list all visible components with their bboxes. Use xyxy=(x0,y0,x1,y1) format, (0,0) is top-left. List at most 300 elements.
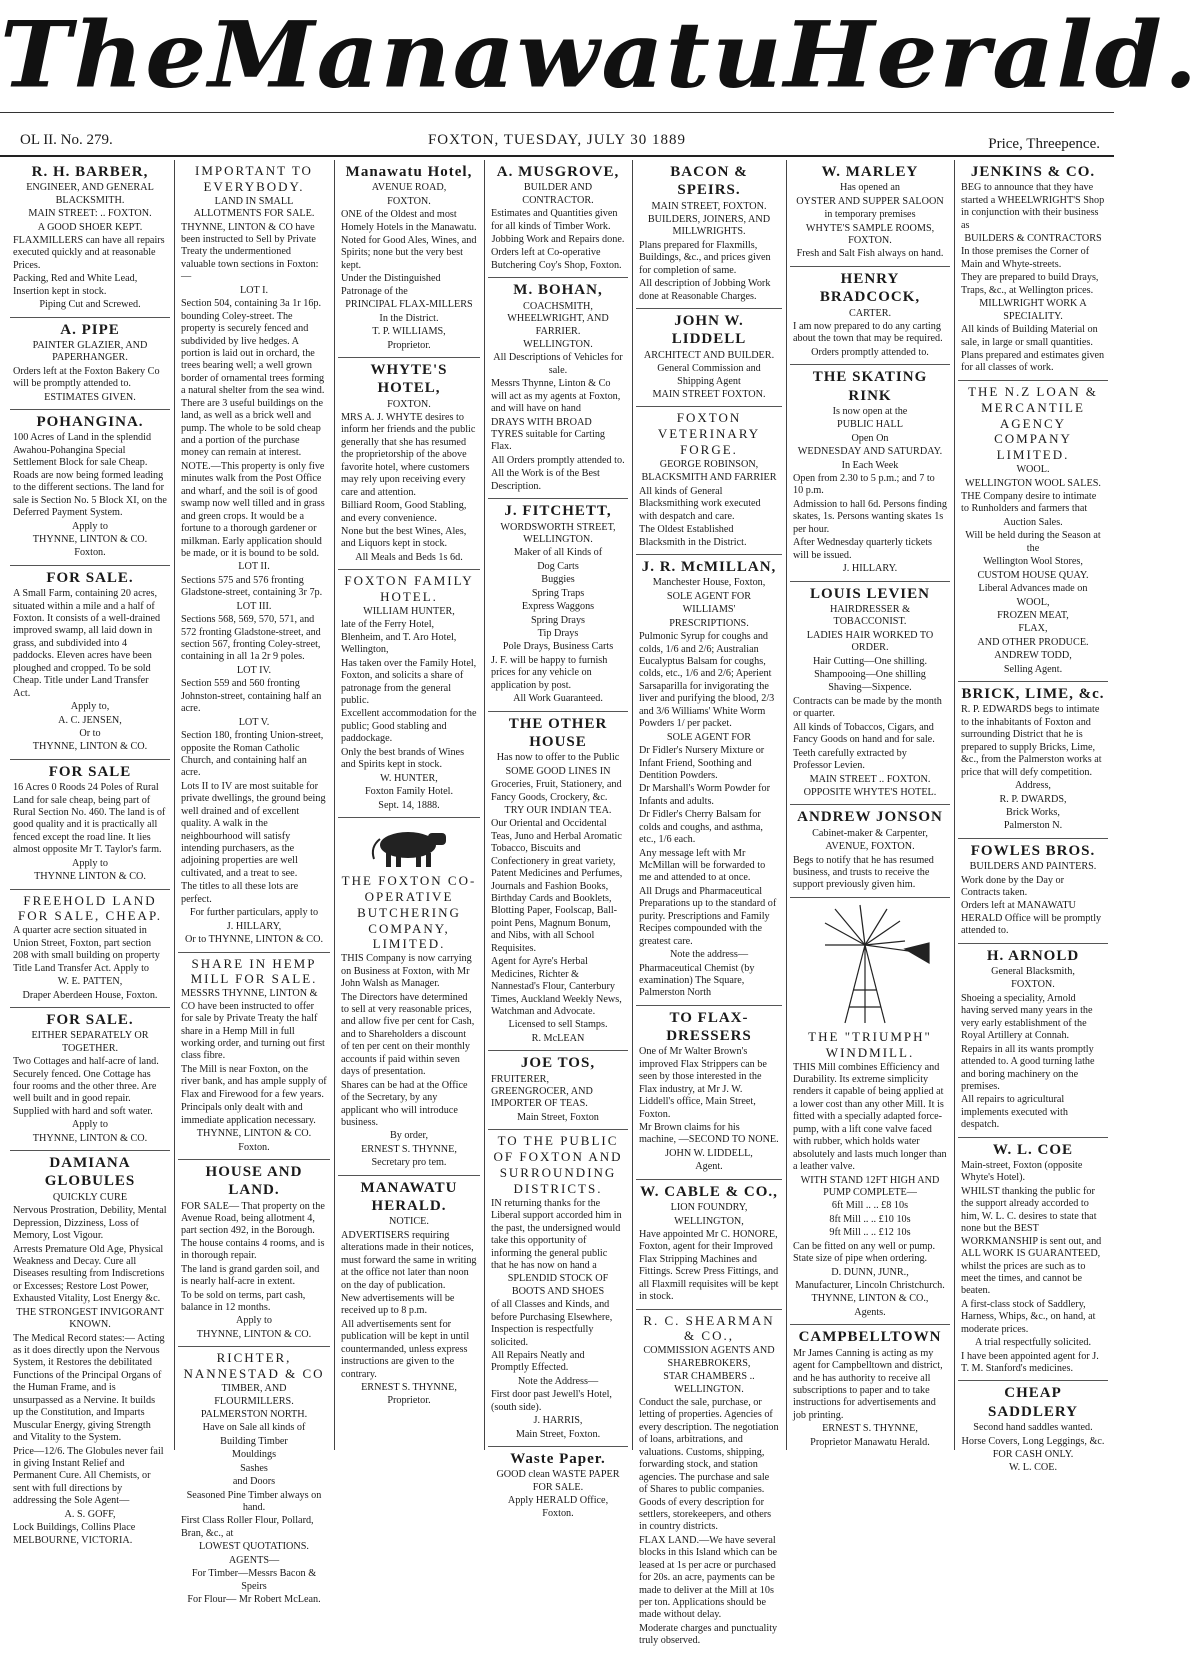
advertisement-line: Contracts can be made by the month or quarter. xyxy=(793,695,942,720)
advertisement-line: WELLINGTON. xyxy=(523,338,593,350)
advertisement-heading: IMPORTANT TO EVERYBODY. xyxy=(195,163,313,194)
advertisement-line: OYSTER AND SUPPER SALOON xyxy=(796,195,944,207)
advertisement-heading: BACON & SPEIRS. xyxy=(670,164,748,199)
advertisement-line: Manufacturer, Lincoln Christchurch. xyxy=(795,1280,945,1292)
advertisement-heading: JOE TOS, xyxy=(520,1055,596,1072)
advertisement-line: To be sold on terms, part cash, balance in 12 months. xyxy=(181,1289,306,1314)
column-4 xyxy=(488,160,628,1519)
advertisement-line: NOTE.—This property is only five minutes walk from the Post Office and wharf, and the soil is of good swamp now well tilled and in grass and green crops. It would be a fortune to a thorough gardener or milkman. Early application should be made, or it is bound to be sold. xyxy=(181,460,325,559)
advertisement-line: Agents. xyxy=(854,1306,886,1318)
advertisement xyxy=(488,160,628,278)
title-word-3: Herald. xyxy=(783,0,1199,108)
advertisement-line: ERNEST S. THYNNE, xyxy=(361,1143,457,1155)
advertisement-line: LOWEST QUOTATIONS. xyxy=(199,1541,309,1553)
advertisement-line: Brick Works, xyxy=(1006,806,1060,818)
advertisement-line: All kinds of Building Material on sale, in large or small quantities. xyxy=(961,324,1098,348)
advertisement-heading: R. H. BARBER, xyxy=(31,164,149,180)
advertisement-line: Apply HERALD Office, Foxton. xyxy=(507,1495,609,1519)
advertisement-line: BUILDERS, JOINERS, AND MILLWRIGHTS. xyxy=(647,214,771,238)
advertisement-heading: ANDREW JONSON xyxy=(797,809,943,826)
advertisement-line: WILLIAM HUNTER, xyxy=(363,605,455,617)
advertisement-line: Apply to xyxy=(72,1119,108,1131)
advertisement-line: Pulmonic Syrup for coughs and colds, 1/6 and 2/6; Australian Eucalyptus Balsam for coughs, colds, etc., 1/6 and 2/6; Aperient Sarsaparilla for invigorating the liver and purifying the blood, 2/3 and 3/6 Williams' White Worm Powders 1/ per packet. xyxy=(639,631,775,730)
advertisement-line: A quarter acre section situated in Union Street, Foxton, part section 208 with small building on property Title Land Transfer Act. Apply to xyxy=(13,925,160,974)
advertisement-line: Billiard Room, Good Stabling, and every convenience. xyxy=(341,500,467,524)
advertisement-line: THIS Company is now carrying on Business at Foxton, with Mr John Walsh as Manager. xyxy=(341,953,472,990)
column-7 xyxy=(958,160,1108,1474)
advertisement-line: After Wednesday quarterly tickets will be issued. xyxy=(793,537,933,561)
advertisement-line: The titles to all these lots are perfect. xyxy=(181,881,299,905)
advertisement-line: HAIRDRESSER & TOBACCONIST. xyxy=(829,603,911,628)
advertisement-line: Has taken over the Family Hotel, Foxton, and solicits a share of patronage from the general public. xyxy=(341,657,477,707)
advertisement-line: R. P. EDWARDS begs to intimate to the inhabitants of Foxton and surrounding District that he is prepared to supply Bricks, Lime, &c., from the Palmerston works at price that will defy competition. xyxy=(961,704,1102,778)
advertisement-line: Price—12/6. The Globules never fail in giving Instant Relief and Permanent Cure. All Chemists, or sent with full directions by addressing the Sole Agent— xyxy=(13,1445,164,1507)
advertisement-heading: FOXTON FAMILY HOTEL. xyxy=(344,573,474,605)
advertisement-line: Messrs Thynne, Linton & Co will act as my agents at Foxton, and will have on hand xyxy=(491,378,621,415)
advertisement-line: Admission to hall 6d. Persons finding skates, 1s. Persons wanting skates 1s per hour. xyxy=(793,498,947,535)
advertisement-line: ANDREW TODD, xyxy=(994,650,1072,662)
advertisement-line: All kinds of General Blacksmithing work executed with despatch and care. xyxy=(639,485,761,522)
advertisement xyxy=(636,160,782,309)
column-divider xyxy=(632,160,633,1450)
advertisement-heading: CHEAP SADDLERY xyxy=(988,1385,1078,1420)
advertisement-heading: TO THE PUBLIC OF FOXTON AND SURROUNDING DISTRICTS. xyxy=(493,1133,623,1196)
advertisement-line: In the District. xyxy=(379,312,439,324)
advertisement-line: MRS A. J. WHYTE desires to inform her friends and the public generally that she has resumed the proprietorship of the above favorite hotel, where customers may rely upon receiving every care and attention. xyxy=(341,412,476,498)
advertisement xyxy=(178,160,330,953)
advertisement-line: Plans prepared for Flaxmills, Buildings, &c., and prices given for completion of same. xyxy=(639,239,771,276)
advertisement xyxy=(958,160,1108,381)
advertisement-line: All Repairs Neatly and Promptly Effected. xyxy=(491,1350,585,1374)
advertisement-line: Apply to xyxy=(236,1315,272,1327)
advertisement-line: Orders left at MANAWATU HERALD Office will be promptly attended to. xyxy=(961,900,1102,937)
advertisement-line: Groceries, Fruit, Stationery, and Fancy Goods, Crockery, &c. xyxy=(491,779,622,803)
advertisement-line: PRINCIPAL FLAX-MILLERS xyxy=(345,299,473,311)
advertisement-line: Second hand saddles wanted. xyxy=(973,1422,1093,1434)
advertisement-heading: THE FOXTON CO-OPERATIVE BUTCHERING COMPANY, LIMITED. xyxy=(341,872,477,952)
advertisement-line: R. McLEAN xyxy=(531,1032,585,1044)
advertisement xyxy=(10,318,170,410)
advertisement xyxy=(790,160,950,267)
advertisement-line: DRAYS WITH BROAD TYRES suitable for Carting Flax. xyxy=(491,416,606,453)
advertisement-line: Piping Cut and Screwed. xyxy=(39,299,141,311)
advertisement-line: For Timber—Messrs Bacon & Speirs xyxy=(191,1568,317,1592)
advertisement-line: They are prepared to build Drays, Traps, &c., at Wellington prices. xyxy=(961,272,1099,296)
advertisement-line: All kinds of Tobaccos, Cigars, and Fancy Goods on hand and for sale. xyxy=(793,721,935,746)
advertisement-line: I am now prepared to do any carting about the town that may be required. xyxy=(793,320,943,345)
advertisement xyxy=(790,365,950,581)
column-1 xyxy=(10,160,170,1546)
advertisement-line: SPLENDID STOCK OF BOOTS AND SHOES xyxy=(507,1273,609,1297)
advertisement-heading: RICHTER, NANNESTAD & CO xyxy=(183,1350,325,1382)
column-5 xyxy=(636,160,782,1647)
advertisement-line: Nervous Prostration, Debility, Mental Depression, Dizziness, Loss of Memory, Lost Vigour. xyxy=(13,1205,167,1242)
advertisement-line: Manchester House, Foxton, xyxy=(652,577,766,589)
advertisement-line: First Class Roller Flour, Pollard, Bran, &c., at xyxy=(181,1515,314,1539)
advertisement xyxy=(636,407,782,555)
advertisement-line: THIS Mill combines Efficiency and Durability. Its extreme simplicity renders it capable of being applied at a lower cost than any other Mill. It is fitted with a specially adapted force-pump, with a lift cone valve faced with rubber, which holds water absolutely and lasts much longer than a leather valve. xyxy=(793,1061,947,1173)
advertisement-heading: CAMPBELLTOWN xyxy=(798,1329,942,1346)
advertisement-line: The Mill is near Foxton, on the river bank, and has ample supply of Flax and Firewood for a few years. xyxy=(181,1063,327,1100)
advertisement-line: AGENTS— xyxy=(228,1554,280,1566)
advertisement-heading: W. L. COE xyxy=(992,1141,1074,1158)
advertisement-line: W. L. COE. xyxy=(1008,1462,1057,1474)
advertisement-line: CARTER. xyxy=(848,307,892,319)
advertisement-line: In those premises the Corner of Main and Whyte-streets. xyxy=(961,246,1090,270)
advertisement-line: Agent for Ayre's Herbal Medicines, Richter & Nannestad's Flour, Canterbury Times, Auckland Weekly News, Watchman and Advocate. xyxy=(491,956,622,1017)
advertisement-heading: HENRY BRADCOCK, xyxy=(819,270,921,306)
advertisement-heading: THE "TRIUMPH" WINDMILL. xyxy=(808,1028,932,1060)
advertisement-line: FRUITERER, GREENGROCER, AND IMPORTER OF TEAS. xyxy=(491,1073,593,1110)
issue-date: FOXTON, TUESDAY, JULY 30 1889 xyxy=(427,132,687,148)
advertisement xyxy=(790,805,950,897)
advertisement-line: Orders left at the Foxton Bakery Co will be promptly attended to. xyxy=(13,365,160,390)
advertisement-line: ERNEST S. THYNNE, xyxy=(361,1382,457,1393)
advertisement-line: Work done by the Day or Contracts taken. xyxy=(961,874,1065,898)
advertisement-heading: Waste Paper. xyxy=(510,1451,606,1468)
advertisement-line: Our Oriental and Occidental Teas, Juno and Herbal Aromatic Tobacco, Biscuits and Confectionery in great variety, Patent Medicines and Perfumes, Journals and Fashion Books, Birthday Cards and Booklets, Blotting Paper, Foolscap, Ball-point Pens, Magnum Bonum, and Nibs, with all School Requisites. xyxy=(491,818,623,954)
advertisement-line: MAIN STREET .. FOXTON. xyxy=(809,773,931,785)
advertisement-line: SOLE AGENT FOR xyxy=(666,590,752,602)
advertisement-line: LOT II. xyxy=(238,561,270,573)
advertisement-line: PALMERSTON NORTH. xyxy=(200,1408,308,1420)
advertisement-line: Sections 568, 569, 570, 571, and 572 fronting Gladstone-street, and section 567, fronting Coley-street, containing in all 1a 2r 9 poles. xyxy=(181,614,321,663)
advertisement-heading: LOUIS LEVIEN xyxy=(810,585,930,602)
advertisement-line: FOR CASH ONLY. xyxy=(992,1448,1074,1460)
advertisement-line: Secretary pro tem. xyxy=(371,1157,447,1169)
advertisement-line: Sections 575 and 576 fronting Gladstone-street, containing 3r 7p. xyxy=(181,574,323,599)
advertisement-line: BUILDER AND CONTRACTOR. xyxy=(522,182,594,206)
advertisement-line: WHYTE'S SAMPLE ROOMS, FOXTON. xyxy=(805,222,935,247)
column-2 xyxy=(178,160,330,1606)
advertisement-line: WEDNESDAY AND SATURDAY. xyxy=(797,446,943,458)
advertisement-line: BUILDERS & CONTRACTORS xyxy=(964,233,1102,245)
advertisement-line: LOT V. xyxy=(238,716,270,728)
advertisement-line: Buggies xyxy=(541,574,575,586)
advertisement xyxy=(10,890,170,1008)
advertisement-line: For Flour— Mr Robert McLean. xyxy=(187,1594,321,1606)
advertisement-line: Orders left at Co-operative Butchering Coy's Shop, Foxton. xyxy=(491,247,622,271)
advertisement-line: The Medical Record states:— Acting as it does directly upon the Nervous System, it Restores the debilitated Functions of the Principal Organs of the Human Frame, and is unsurpassed as a Nervine. It builds up the Constitution, and Imparts Muscular Energy, giving Strength and Vitality to the System. xyxy=(13,1332,165,1444)
advertisement-line: I have been appointed agent for J. T. M. Stanford's medicines. xyxy=(961,1350,1099,1375)
advertisement-line: THYNNE, LINTON & CO., xyxy=(811,1293,929,1305)
advertisement-line: LOT IV. xyxy=(236,664,272,676)
volume-number: OL II. No. 279. xyxy=(20,132,113,148)
advertisement xyxy=(958,944,1108,1138)
advertisement xyxy=(488,1130,628,1447)
advertisement-line: MILLWRIGHT WORK A SPECIALITY. xyxy=(979,298,1087,322)
advertisement-heading: FREEHOLD LAND FOR SALE, CHEAP. xyxy=(18,892,162,924)
advertisement-line: The land is grand garden soil, and is nearly half-acre in extent. xyxy=(181,1263,320,1288)
advertisement-heading: FOR SALE. xyxy=(46,569,134,586)
advertisement-line: FLAXMILLERS can have all repairs executed quickly and at reasonable Prices. xyxy=(13,235,165,271)
column-divider xyxy=(954,160,955,1450)
advertisement-line: ADVERTISERS requiring alterations made in their notices, must forward the same in writing at the office not later than noon on the day of publication. xyxy=(341,1229,477,1291)
advertisement-line: Licensed to sell Stamps. xyxy=(508,1019,608,1031)
advertisement-line: STAR CHAMBERS .. WELLINGTON. xyxy=(663,1371,755,1395)
advertisement-line: AVENUE ROAD, xyxy=(371,182,447,194)
advertisement xyxy=(636,1006,782,1180)
newspaper-title xyxy=(0,0,1199,108)
advertisement-line: General Blacksmith, xyxy=(991,966,1075,978)
advertisement-line: late of the Ferry Hotel, Blenheim, and T. Aro Hotel, Wellington, xyxy=(341,619,457,656)
advertisement-line: THYNNE, LINTON & CO. xyxy=(32,533,148,545)
advertisement xyxy=(958,682,1108,839)
advertisement-line: Apply to, xyxy=(70,701,110,713)
advertisement-line: Foxton Family Hotel. xyxy=(364,786,453,798)
advertisement xyxy=(338,1176,480,1413)
advertisement-heading: WHYTE'S HOTEL, xyxy=(370,361,448,397)
advertisement-line: ERNEST S. THYNNE, xyxy=(822,1423,918,1435)
advertisement-line: A. S. GOFF, xyxy=(64,1508,116,1520)
advertisement-line: All repairs to agricultural implements executed with despatch. xyxy=(961,1094,1068,1131)
advertisement-line: WILLIAMS' xyxy=(682,604,736,616)
advertisement-line: 100 Acres of Land in the splendid Awahou-Pohangina Special Settlement Block for sale Cheap. Roads are now being formed leading to the different sections. The land for sale is Section No. 5 Block XI, on the Deferred Payment System. xyxy=(13,432,167,519)
column-divider xyxy=(174,160,175,1450)
advertisement-heading: H. ARNOLD xyxy=(986,947,1080,964)
advertisement-line: WHILST thanking the public for the support already accorded to him, W. L. C. desires to state that none but the BEST WORKMANSHIP is sent out, and ALL WORK IS GUARANTEED, whilst the prices are such as to meet the times, and cannot be beaten. xyxy=(961,1185,1102,1297)
advertisement-heading: FOXTON VETERINARY FORGE. xyxy=(657,410,761,458)
advertisement-line: By order, xyxy=(389,1130,429,1142)
advertisement-line: Plans prepared and estimates given for all classes of work. xyxy=(961,349,1105,374)
advertisement-heading: A. PIPE xyxy=(60,321,120,338)
advertisement xyxy=(10,566,170,760)
masthead-rule xyxy=(0,112,1114,113)
advertisement-line: Agent. xyxy=(695,1161,723,1173)
advertisement xyxy=(790,898,950,1325)
advertisement-line: Apply to xyxy=(72,520,108,532)
advertisement-heading: FOWLES BROS. xyxy=(970,842,1096,859)
advertisement-line: Shares can be had at the Office of the Secretary, by any applicant who will introduce business. xyxy=(341,1079,468,1128)
advertisement-line: OPPOSITE WHYTE'S HOTEL. xyxy=(803,786,937,798)
advertisement xyxy=(338,570,480,818)
advertisement-line: The Oldest Established Blacksmith in the District. xyxy=(639,524,747,548)
advertisement-line: All advertisements sent for publication will be kept in until countermanded, unless express instructions are given to the contrary. xyxy=(341,1318,470,1380)
advertisement-heading: A. MUSGROVE, xyxy=(496,164,620,180)
dateline xyxy=(0,124,1114,154)
advertisement-line: MESSRS THYNNE, LINTON & CO have been instructed to offer for sale by Private Treaty the half share in a Hemp Mill in full working order, and turning out first class fibre. xyxy=(181,988,325,1062)
advertisement-line: AND OTHER PRODUCE. xyxy=(977,636,1089,648)
advertisement-line: Will be held during the Season at the xyxy=(965,530,1101,554)
advertisement-line: THYNNE, LINTON & CO. xyxy=(196,1128,312,1140)
advertisement-line: New advertisements will be received up to 8 p.m. xyxy=(341,1292,455,1317)
advertisement-line: AVENUE, FOXTON. xyxy=(825,841,915,853)
advertisement-line: Orders promptly attended to. xyxy=(811,346,929,358)
advertisement xyxy=(10,760,170,890)
advertisement-line: Spring Traps xyxy=(531,587,585,599)
cow-illustration xyxy=(364,825,454,869)
advertisement-line: Express Waggons xyxy=(521,601,595,613)
advertisement-line: THYNNE, LINTON & CO. xyxy=(32,741,148,753)
advertisement xyxy=(958,1138,1108,1382)
advertisement-line: EITHER SEPARATELY OR TOGETHER. xyxy=(31,1030,149,1054)
advertisement xyxy=(636,309,782,407)
advertisement-line: Section 180, fronting Union-street, opposite the Roman Catholic Church, and containing half an acre. xyxy=(181,730,324,779)
advertisement-line: Auction Sales. xyxy=(1003,516,1063,528)
advertisement-line: Shampooing—One shilling xyxy=(814,669,926,681)
advertisement-line: WOOL. xyxy=(1016,464,1050,476)
advertisement-line: Dr Fidler's Nursery Mixture or Infant Friend, Soothing and Dentition Powders. xyxy=(639,745,765,781)
advertisement-line: WELLINGTON, xyxy=(674,1215,744,1227)
advertisement-line: LOT III. xyxy=(236,600,272,612)
advertisement-line: WITH STAND 12FT HIGH AND PUMP COMPLETE— xyxy=(800,1174,940,1198)
advertisement xyxy=(636,1180,782,1310)
advertisement-line: Proprietor. xyxy=(387,339,431,351)
advertisement-line: 6ft Mill .. .. £8 10s xyxy=(831,1200,909,1212)
advertisement-line: in temporary premises xyxy=(824,209,916,221)
advertisement-line: Open from 2.30 to 5 p.m.; and 7 to 10 p.m. xyxy=(793,473,935,497)
advertisement-line: BEG to announce that they have started a WHEELWRIGHT'S Shop in conjunction with their business as xyxy=(961,182,1105,231)
advertisement-line: LOT I. xyxy=(239,284,269,296)
advertisement-line: All Drugs and Pharmaceutical Preparations up to the standard of purity. Prescriptions and Family Recipes compounded with the greatest care. xyxy=(639,885,777,947)
advertisement-heading: POHANGINA. xyxy=(36,414,144,431)
advertisement-line: MAIN STREET: .. FOXTON. xyxy=(28,208,152,220)
advertisement-line: BUILDERS AND PAINTERS. xyxy=(969,861,1097,873)
advertisement xyxy=(790,582,950,806)
advertisement-line: Two Cottages and half-acre of land. Securely fenced. One Cottage has four rooms and the other three. Are well built and in good repair. Supplied with hard and soft water. xyxy=(13,1056,159,1117)
column-3 xyxy=(338,160,480,1450)
advertisement-heading: SHARE IN HEMP MILL FOR SALE. xyxy=(190,955,318,987)
advertisement-line: Apply to xyxy=(72,857,108,869)
advertisement-heading: THE N.Z LOAN & MERCANTILE AGENCY COMPANY LIMITED. xyxy=(968,383,1098,463)
advertisement-line: Cabinet-maker & Carpenter, xyxy=(812,827,928,839)
advertisement-heading: DAMIANA GLOBULES xyxy=(44,1155,136,1190)
advertisement-line: Under the Distinguished Patronage of the xyxy=(341,273,441,297)
masthead xyxy=(0,0,1199,108)
advertisement-line: Maker of all Kinds of xyxy=(513,547,603,559)
advertisement-line: FOXTON. xyxy=(1011,979,1055,991)
advertisement xyxy=(790,267,950,365)
advertisement-line: Sept. 14, 1888. xyxy=(378,799,440,811)
advertisement-line: PRESCRIPTIONS. xyxy=(669,617,749,629)
advertisement-line: and Doors xyxy=(232,1476,276,1488)
advertisement-line: FOXTON. xyxy=(387,195,431,207)
advertisement-line: Noted for Good Ales, Wines, and Spirits; none but the very best kept. xyxy=(341,235,477,271)
advertisement-line: PUBLIC HALL xyxy=(837,419,903,431)
advertisement-line: Lock Buildings, Collins Place MELBOURNE, VICTORIA. xyxy=(13,1522,136,1546)
advertisement-line: Main Street, Foxton. xyxy=(515,1428,601,1440)
advertisement-line: Foxton. xyxy=(238,1141,270,1153)
advertisement-line: Dr Fidler's Cherry Balsam for colds and coughs, and asthma, etc., 1/6 each. xyxy=(639,809,763,846)
advertisement-line: Lots II to IV are most suitable for private dwellings, the ground being well drained and of excellent quality. A walk in the neighbourhood will satisfy intending purchasers, as the adjoining properties are well cultivated, and a treat to see. xyxy=(181,780,326,879)
advertisement-line: Repairs in all its wants promptly attended to. A good turning lathe and boring machinery on the premises. xyxy=(961,1043,1095,1092)
advertisement-line: 16 Acres 0 Roods 24 Poles of Rural Land for sale cheap, being part of Rural Section No. 460. The land is of good quality and it is practically all fenced except the road line. It lies almost opposite Mr T. Taylor's farm. xyxy=(13,782,166,856)
advertisement-line: Is now open at the xyxy=(832,405,908,417)
advertisement-line: JOHN W. LIDDELL, xyxy=(665,1147,753,1159)
advertisement-line: A trial respectfully solicited. xyxy=(975,1337,1091,1349)
advertisement-line: Horse Covers, Long Leggings, &c. xyxy=(961,1435,1105,1447)
advertisement-line: Proprietor. xyxy=(387,1395,431,1407)
column-divider xyxy=(786,160,787,1450)
advertisement-line: COACHSMITH, WHEELWRIGHT, AND FARRIER. xyxy=(507,300,609,337)
advertisement-line: Main Street, Foxton xyxy=(517,1111,599,1123)
title-word-2: Manawatu xyxy=(208,0,784,108)
advertisement-line: All Meals and Beds 1s 6d. xyxy=(355,551,463,563)
advertisement xyxy=(338,160,480,358)
advertisement-line: Open On xyxy=(851,432,889,444)
advertisement-line: FROZEN MEAT, xyxy=(997,609,1069,621)
advertisement-line: TIMBER, AND FLOURMILLERS. xyxy=(214,1383,294,1407)
advertisement-line: A. C. JENSEN, xyxy=(58,714,122,726)
advertisement-line: LION FOUNDRY, xyxy=(670,1202,748,1214)
advertisement-line: Palmerston N. xyxy=(1003,820,1063,832)
advertisement xyxy=(636,555,782,1006)
advertisement-line: T. P. WILLIAMS, xyxy=(372,326,446,338)
advertisement-line: Building Timber xyxy=(220,1435,288,1447)
advertisement-line: Conduct the sale, purchase, or letting of properties. Agencies of every description. The negotiation of loans, arbitrations, and valuations. Customs, shipping, forwarding stock, and station agencies. The purchase and sale of Shares to public companies. Goods of every description for settlers, storekeepers, and others in country districts. xyxy=(639,1397,779,1533)
advertisement-line: BLACKSMITH AND FARRIER xyxy=(641,472,777,484)
advertisement-heading: JOHN W. LIDDELL xyxy=(671,313,747,348)
advertisement-line: Draper Aberdeen House, Foxton. xyxy=(22,989,158,1001)
advertisement xyxy=(10,1008,170,1151)
advertisement-heading: THE SKATING RINK xyxy=(812,369,928,404)
advertisement-line: Estimates and Quantities given for all kinds of Timber Work. xyxy=(491,208,618,232)
advertisement-line: 9ft Mill .. .. £12 10s xyxy=(829,1227,911,1239)
advertisement xyxy=(488,1051,628,1130)
advertisement-line: THYNNE, LINTON & CO have been instructed to Sell by Private Treaty the undermentioned valuable town sections in Foxton:— xyxy=(181,221,319,283)
advertisement-line: In Each Week xyxy=(841,459,899,471)
advertisement-line: Dog Carts xyxy=(537,560,579,572)
advertisement-heading: J. FITCHETT, xyxy=(504,503,612,520)
advertisement-line: COMMISSION AGENTS AND SHAREBROKERS, xyxy=(643,1345,775,1369)
advertisement-line: W. E. PATTEN, xyxy=(57,976,123,988)
advertisement xyxy=(488,712,628,1052)
advertisement xyxy=(178,953,330,1160)
advertisement xyxy=(958,381,1108,682)
advertisement-heading: J. R. McMILLAN, xyxy=(641,559,777,576)
advertisement-line: For further particulars, apply to xyxy=(189,907,319,919)
advertisement xyxy=(10,410,170,566)
advertisement-heading: R. C. SHEARMAN & CO., xyxy=(643,1312,775,1344)
advertisement-line: FLAX LAND.—We have several blocks in this Island which can be leased at 1s per acre or purchased for 20s. an acre, payments can be made to deliver at the Mill at 10s per ton. Applications should be made without delay. xyxy=(639,1534,778,1621)
advertisement xyxy=(488,278,628,499)
advertisement-line: All Descriptions of Vehicles for sale. xyxy=(493,352,623,376)
advertisement-line: Shaving—Sixpence. xyxy=(828,682,912,694)
advertisement-line: All Orders promptly attended to. xyxy=(491,454,625,466)
advertisement-line: WOOL, xyxy=(1016,596,1050,608)
advertisement-line: Or to THYNNE, LINTON & CO. xyxy=(185,934,323,946)
advertisement-line: All the Work is of the Best Description. xyxy=(491,468,600,492)
advertisement-line: The Directors have determined to sell at very reasonable prices, and allow five per cent for Cash, and to Shareholders a discount of ten per cent on their monthly accounts if paid within seven days of presentation. xyxy=(341,991,475,1078)
advertisement-line: MAIN STREET, FOXTON. xyxy=(651,200,767,212)
advertisement-line: None but the best Wines, Ales, and Liquors kept in stock. xyxy=(341,525,467,550)
advertisement-line: THYNNE, LINTON & CO. xyxy=(196,1328,312,1340)
advertisement-line: Or to xyxy=(79,727,101,739)
advertisement-line: Section 504, containing 3a 1r 16p. bounding Coley-street. The property is securely fenced and subdivided by live hedges. A portion is laid out in orchard, the trees bearing well; a well grown border of ornamental trees forming a natural shelter from the sea wind. There are 3 useful buildings on the land, as well as a brick well and pump. The whole to be sold cheap and a portion of the purchase money can remain at interest. xyxy=(181,298,325,459)
advertisement xyxy=(488,1447,628,1525)
advertisement-line: Dr Marshall's Worm Powder for Infants and adults. xyxy=(639,783,770,807)
advertisement-line: First door past Jewell's Hotel, (south side). xyxy=(491,1389,612,1413)
advertisement-line: Has now to offer to the Public xyxy=(496,752,620,764)
advertisement-line: All description of Jobbing Work done at Reasonable Charges. xyxy=(639,278,771,302)
windmill-illustration xyxy=(805,905,935,1025)
advertisement-line: Selling Agent. xyxy=(1003,663,1063,675)
advertisement-line: FLAX, xyxy=(1018,623,1048,635)
advertisement-line: A GOOD SHOER KEPT. xyxy=(37,221,143,233)
advertisement-line: Fresh and Salt Fish always on hand. xyxy=(796,248,944,260)
advertisement-line: FOXTON. xyxy=(387,398,431,410)
advertisement-line: Pole Drays, Business Carts xyxy=(502,641,614,653)
advertisement-line: Seasoned Pine Timber always on hand. xyxy=(186,1489,322,1513)
advertisement-line: WORDSWORTH STREET, WELLINGTON. xyxy=(500,521,616,545)
advertisement-heading: W. MARLEY xyxy=(821,164,919,180)
advertisement-heading: FOR SALE. xyxy=(46,1011,134,1028)
advertisement-line: GOOD clean WASTE PAPER FOR SALE. xyxy=(496,1469,620,1493)
column-6 xyxy=(790,160,950,1450)
advertisement-line: LAND IN SMALL ALLOTMENTS FOR SALE. xyxy=(193,195,315,220)
advertisement-line: Mr James Canning is acting as my agent for Campbelltown and district, and he has authority to receive all subscriptions to paper and to take instructions for advertisements and job printing. xyxy=(793,1347,943,1421)
advertisement xyxy=(10,1151,170,1552)
